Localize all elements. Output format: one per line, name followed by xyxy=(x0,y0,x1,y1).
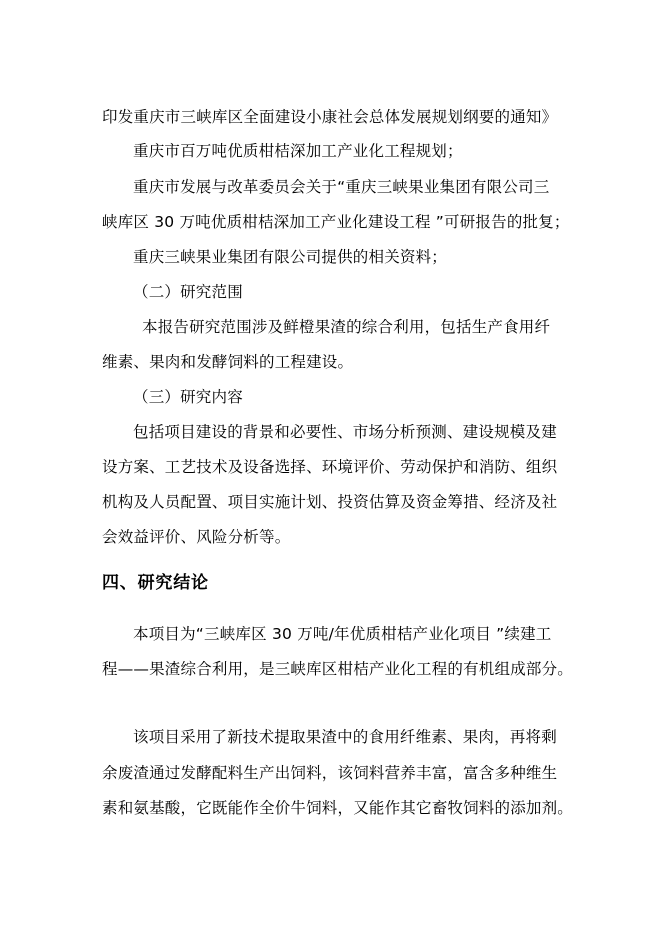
conclusion-p1-line-2: 程——果渣综合利用，是三峡库区柑桔产业化工程的有机组成部分。 xyxy=(102,660,574,678)
conclusion-p2-line-3: 素和氨基酸，它既能作全价牛饲料，又能作其它畜牧饲料的添加剂。 xyxy=(102,799,574,817)
conclusion-p2-line-2: 余废渣通过发酵配料生产出饲料，该饲料营养丰富，富含多种维生 xyxy=(102,764,558,782)
scope-line-2: 维素、果肉和发酵饲料的工程建设。 xyxy=(102,353,354,371)
content-line-1: 包括项目建设的背景和必要性、市场分析预测、建设规模及建 xyxy=(133,423,557,441)
content-line-4: 会效益评价、风险分析等。 xyxy=(102,528,291,546)
intro-line-4: 峡库区 30 万吨优质柑桔深加工产业化建设工程 ”可研报告的批复； xyxy=(102,213,570,231)
scope-line-1: 本报告研究范围涉及鲜橙果渣的综合利用，包括生产食用纤 xyxy=(142,318,551,336)
content-line-3: 机构及人员配置、项目实施计划、投资估算及资金筹措、经济及社 xyxy=(102,493,558,511)
scope-title: （二）研究范围 xyxy=(133,283,243,301)
content-line-2: 设方案、工艺技术及设备选择、环境评价、劳动保护和消防、组织 xyxy=(102,458,558,476)
intro-line-5: 重庆三峡果业集团有限公司提供的相关资料； xyxy=(133,248,448,266)
intro-line-1: 印发重庆市三峡库区全面建设小康社会总体发展规划纲要的通知》 xyxy=(102,108,558,126)
conclusion-p2-line-1: 该项目采用了新技术提取果渣中的食用纤维素、果肉，再将剩 xyxy=(133,728,557,746)
conclusion-p1-line-1: 本项目为“三峡库区 30 万吨/年优质柑桔产业化项目 ”续建工 xyxy=(133,625,552,643)
content-title: （三）研究内容 xyxy=(133,388,243,406)
intro-line-2: 重庆市百万吨优质柑桔深加工产业化工程规划； xyxy=(133,142,463,160)
intro-line-3: 重庆市发展与改革委员会关于“重庆三峡果业集团有限公司三 xyxy=(133,178,550,196)
section-4-heading: 四、研究结论 xyxy=(102,573,209,593)
